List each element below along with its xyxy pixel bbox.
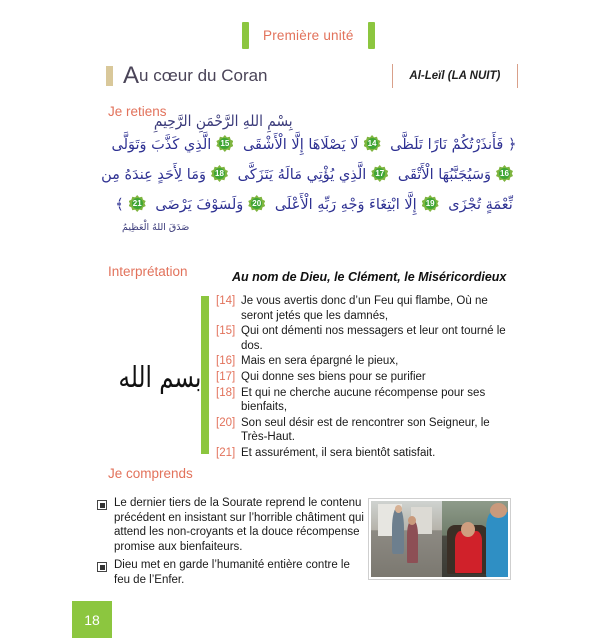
aya-marker-number: 14 [367,138,377,148]
unit-bar-right-icon [368,22,375,49]
aya-marker-number: 17 [375,168,385,178]
aya-marker-number: 15 [220,138,230,148]
square-bullet-icon [97,500,107,510]
page-number-badge: 18 [72,601,112,638]
photo-man-figure [392,507,404,554]
aya-marker-number: 21 [132,198,142,208]
verse-text: Qui donne ses biens pour se purifier [241,370,426,383]
verse-text: Je vous avertis donc d’un Feu qui flambe, Où ne seront jetés que les damnés, [241,295,488,322]
verse-number: [17] [216,370,236,383]
photo-boy-figure [407,521,418,563]
aya-text: وَلَسَوْفَ يَرْضَى [155,197,244,213]
aya-text: إِلَّا ابْتِغَاءَ وَجْهِ رَبِّهِ الْأَعْلَى [274,197,417,213]
unit-banner [242,22,375,49]
aya-text: نِّعْمَةٍ تُجْزَى [448,197,513,213]
aya-marker-icon [496,165,513,182]
interpretation-verse [216,294,516,323]
verse-number: [20] [216,416,236,429]
sadaqa-ornament: صَدَقَ اللهُ الْعَظِيمُ [122,222,190,233]
section-label-je-comprends: Je comprends [108,466,193,481]
verse-text: Mais en sera épargné le pieux, [241,355,399,368]
interpretation-verse [216,386,516,415]
je-comprends-list [97,496,365,592]
list-item-text: Le dernier tiers de la Sourate reprend le contenu précédent en insistant sur l’horrible châtiment qui attend les non-croyants et la douce récompense promise aux bienfaiteurs. [114,497,364,553]
verse-number: [16] [216,355,236,368]
interpretation-verse-list [216,294,516,462]
list-item-text: Dieu met en garde l’humanité entière contre le feu de l’Enfer. [114,559,350,586]
verse-number: [14] [216,295,236,307]
aya-text: ﴿ فَأَنذَرْتُكُمْ نَارًا تَلَظَّى [390,137,517,153]
aya-line [110,130,518,160]
verse-text: Et qui ne cherche aucune récompense pour ses bienfaits, [241,386,486,414]
verse-number: [18] [216,386,236,399]
photo-blue-child-head [490,503,507,518]
page-title-initial: A [123,62,140,89]
sura-name: Al-Leïl (LA NUIT) [409,70,501,82]
aya-text: وَمَا لِأَحَدٍ عِندَهُ مِن [101,167,206,183]
page-title-rest: u cœur du Coran [139,66,268,85]
aya-text: الَّذِي كَذَّبَ وَتَوَلَّى [111,137,212,153]
interpretation-intro: Au nom de Dieu, le Clément, le Miséricordieux [232,270,507,284]
list-item [97,496,365,554]
aya-lines-container [101,130,518,220]
aya-marker-number: 20 [252,198,262,208]
aya-text: ﴾ [115,197,124,213]
aya-marker-icon [364,135,381,152]
photo-blue-child-figure [486,512,508,577]
quran-verses-block [101,112,518,233]
verse-number: [15] [216,325,236,338]
aya-marker-number: 19 [425,198,435,208]
unit-bar-left-icon [242,22,249,49]
aya-marker-icon [371,165,388,182]
interpretation-verse [216,354,516,369]
interpretation-verse [216,446,516,461]
chapter-heading-row [106,64,518,88]
lesson-photo [369,499,510,579]
aya-marker-icon [248,195,265,212]
verse-text: Son seul désir est de rencontrer son Seigneur, le Très-Haut. [241,416,490,444]
photo-red-child-figure [455,531,481,573]
aya-marker-icon [129,195,146,212]
aya-text: الَّذِي يُؤْتِي مَالَهُ يَتَزَكَّى [237,167,367,183]
basmala-ornament: بِسْمِ اللهِ الرَّحْمَنِ الرَّحِيمِ [153,112,293,130]
aya-marker-icon [211,165,228,182]
unit-title: Première unité [263,28,354,43]
list-item [97,558,365,587]
section-label-interpretation: Interprétation [108,264,188,279]
interpretation-verse [216,324,516,353]
aya-marker-icon [216,135,233,152]
aya-line [110,190,518,220]
verse-text: Qui ont démenti nos messagers et leur ont tourné le dos. [241,325,506,352]
square-bullet-icon [97,562,107,572]
aya-text: لَا يَصْلَاهَا إِلَّا الْأَشْقَى [242,137,359,153]
photo-left-scene [371,501,442,577]
interpretation-verse [216,416,516,445]
basmala-calligraphy-icon: بسم الله [118,361,202,395]
aya-marker-number: 18 [215,168,224,178]
verse-number: [21] [216,446,236,459]
page-title [123,62,268,89]
photo-right-scene [442,501,508,577]
aya-marker-number: 16 [500,168,509,178]
aya-line [101,160,518,190]
verse-text: Et assurément, il sera bientôt satisfait. [241,446,436,459]
aya-marker-icon [422,195,439,212]
heading-bullet-icon [106,66,113,86]
aya-text: وَسَيُجَنَّبُهَا الْأَتْقَى [397,167,491,183]
interpretation-verse [216,370,516,385]
heading-divider-end [517,64,518,88]
section-label-je-retiens: Je retiens [108,104,167,119]
